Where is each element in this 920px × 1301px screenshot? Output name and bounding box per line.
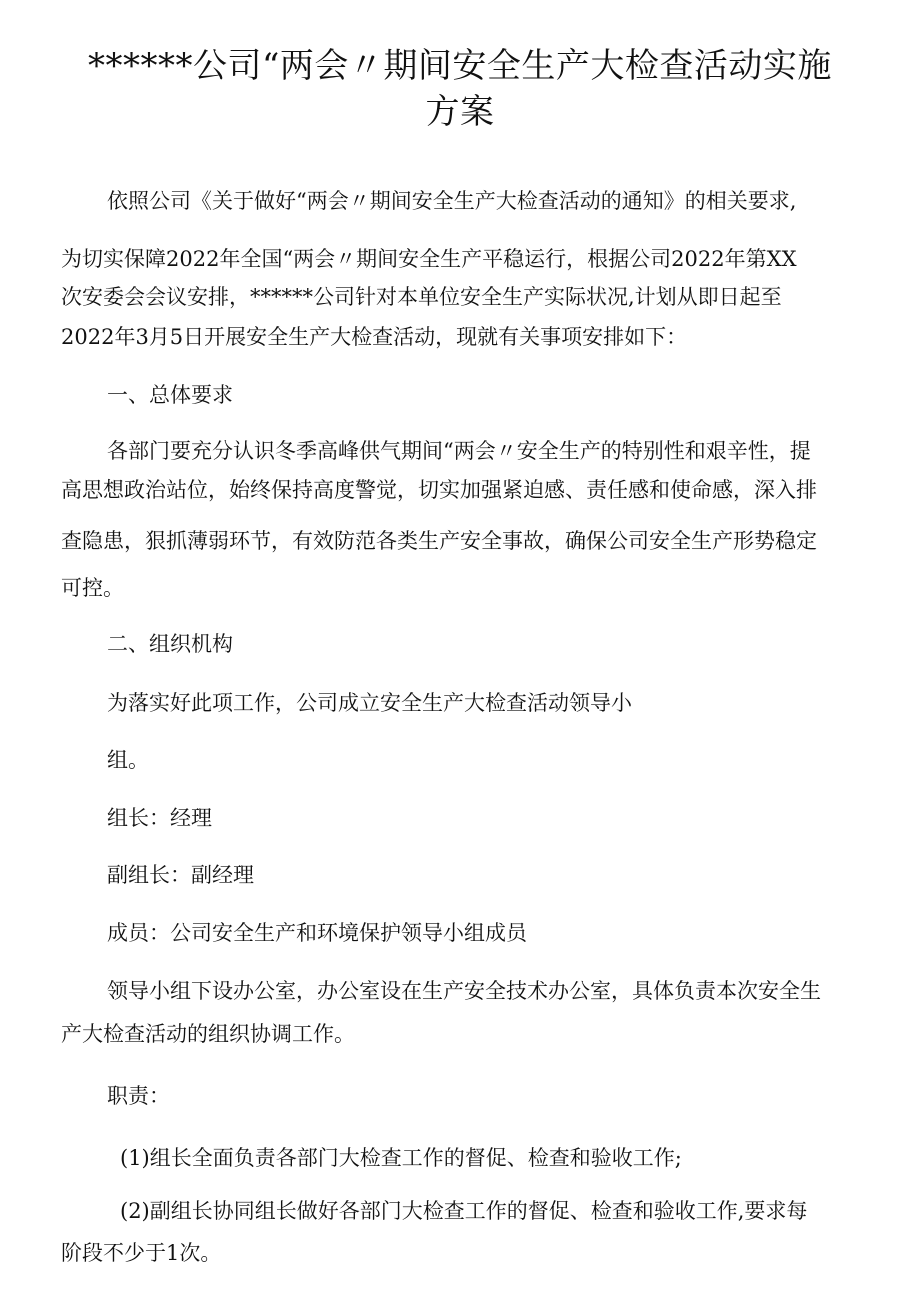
office-line-1: 领导小组下设办公室，办公室设在生产安全技术办公室，具体负责本次安全生 — [107, 979, 821, 1003]
intro-line-4: 2022年3月5日开展安全生产大检查活动，现就有关事项安排如下： — [61, 325, 688, 349]
section-1-line-4: 可控。 — [61, 576, 124, 600]
deputy-leader-line: 副组长：副经理 — [107, 863, 254, 887]
members-line: 成员：公司安全生产和环境保护领导小组成员 — [107, 921, 527, 945]
org-line-1: 为落实好此项工作，公司成立安全生产大检查活动领导小 — [107, 691, 632, 715]
office-line-2: 产大检查活动的组织协调工作。 — [61, 1022, 355, 1046]
document-title-line-1: ******公司“两会〃期间安全生产大检查活动实施 — [88, 46, 832, 86]
section-1-line-1: 各部门要充分认识冬季高峰供气期间“两会〃安全生产的特别性和艰辛性，提 — [107, 439, 811, 463]
duty-2-line-2: 阶段不少于1次。 — [61, 1241, 222, 1265]
section-2-heading: 二、组织机构 — [107, 632, 233, 656]
document-title-line-2: 方案 — [425, 92, 495, 132]
section-1-heading: 一、总体要求 — [107, 383, 233, 407]
duty-1: (1)组长全面负责各部门大检查工作的督促、检查和验收工作; — [120, 1146, 682, 1170]
org-line-2: 组。 — [107, 748, 149, 772]
duties-heading: 职责： — [107, 1084, 170, 1108]
section-1-line-3: 查隐患，狠抓薄弱环节，有效防范各类生产安全事故，确保公司安全生产形势稳定 — [61, 529, 817, 553]
intro-line-2: 为切实保障2022年全国“两会〃期间安全生产平稳运行，根据公司2022年第XX — [61, 247, 797, 271]
duty-2-line-1: (2)副组长协同组长做好各部门大检查工作的督促、检查和验收工作,要求每 — [120, 1199, 808, 1223]
leader-line: 组长：经理 — [107, 806, 212, 830]
intro-line-1: 依照公司《关于做好“两会〃期间安全生产大检查活动的通知》的相关要求, — [107, 189, 797, 213]
section-1-line-2: 高思想政治站位，始终保持高度警觉，切实加强紧迫感、责任感和使命感，深入排 — [61, 478, 817, 502]
intro-line-3: 次安委会会议安排，******公司针对本单位安全生产实际状况,计划从即日起至 — [61, 285, 782, 309]
